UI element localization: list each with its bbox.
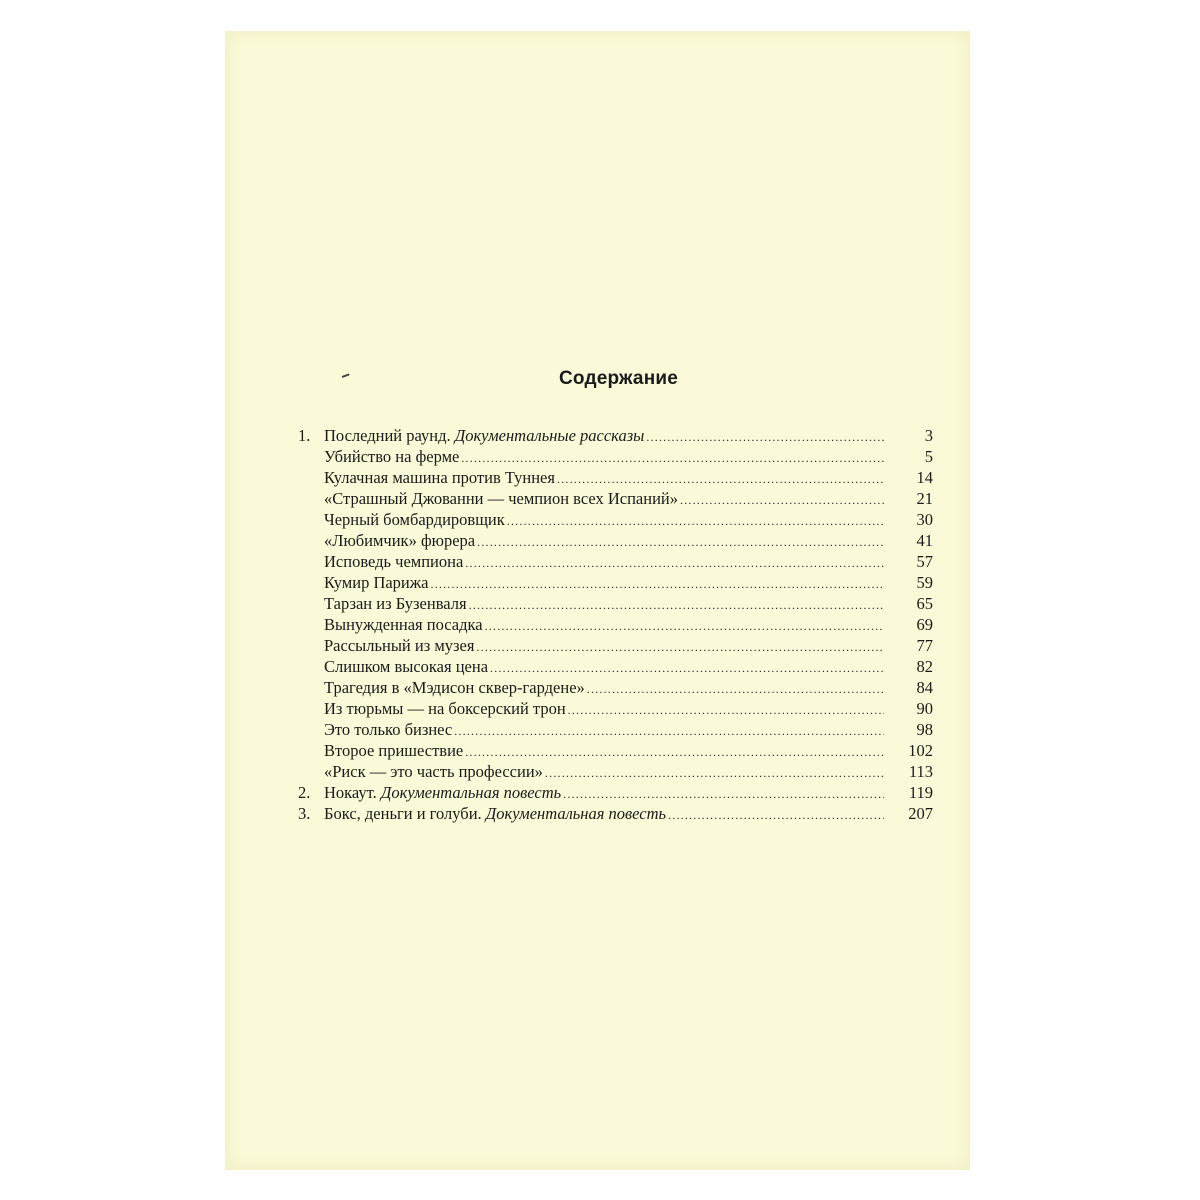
toc-entry[interactable] — [298, 551, 933, 572]
toc-entry[interactable] — [298, 488, 933, 509]
toc-entry[interactable] — [298, 698, 933, 719]
entry-title: Последний раунд. — [324, 426, 451, 445]
book-page — [225, 31, 970, 1170]
toc-title: Содержание — [558, 368, 679, 389]
leader-dots — [452, 721, 884, 742]
leader-dots — [463, 553, 884, 574]
leader-dots — [505, 511, 884, 532]
entry-number: 2. — [298, 783, 311, 802]
leader-dots — [467, 595, 884, 616]
entry-title: Слишком высокая цена — [324, 657, 489, 676]
leader-dots — [488, 658, 884, 679]
entry-title: Бокс, деньги и голуби. — [324, 804, 482, 823]
leader-dots — [483, 616, 884, 637]
entry-page: 113 — [908, 762, 933, 781]
leader-dots — [561, 784, 884, 805]
toc-entry[interactable] — [298, 656, 933, 677]
entry-subtitle: Документальные рассказы — [454, 426, 645, 445]
entry-title: Убийство на ферме — [324, 447, 460, 466]
entry-title: Исповедь чемпиона — [324, 552, 464, 571]
entry-page: 69 — [916, 615, 933, 634]
entry-page: 84 — [916, 678, 933, 697]
entry-page: 90 — [916, 699, 933, 718]
entry-title: «Страшный Джованни — чемпион всех Испаний» — [324, 489, 678, 508]
toc-entry[interactable] — [298, 635, 933, 656]
entry-page: 65 — [916, 594, 933, 613]
entry-page: 14 — [916, 468, 933, 487]
toc-entry[interactable] — [298, 614, 933, 635]
leader-dots — [566, 700, 884, 721]
toc-entry[interactable] — [298, 803, 933, 824]
toc-entry[interactable] — [298, 677, 933, 698]
entry-title: Черный бомбардировщик — [324, 510, 505, 529]
entry-page: 119 — [908, 783, 933, 802]
toc-entry[interactable] — [298, 530, 933, 551]
entry-title: Рассыльный из музея — [324, 636, 475, 655]
entry-page: 207 — [908, 804, 933, 823]
toc-entry[interactable] — [298, 593, 933, 614]
entry-title: Второе пришествие — [324, 741, 464, 760]
leader-dots — [543, 763, 884, 784]
entry-page: 30 — [916, 510, 933, 529]
entry-subtitle: Документальная повесть — [380, 783, 562, 802]
leader-dots — [474, 637, 884, 658]
entry-title: Кумир Парижа — [324, 573, 429, 592]
entry-number: 1. — [298, 426, 311, 445]
leader-dots — [644, 427, 884, 448]
toc-entry[interactable] — [298, 740, 933, 761]
entry-title: «Любимчик» фюрера — [324, 531, 476, 550]
entry-page: 21 — [916, 489, 933, 508]
toc-entry[interactable] — [298, 782, 933, 803]
leader-dots — [555, 469, 884, 490]
entry-title: «Риск — это часть профессии» — [324, 762, 543, 781]
entry-page: 41 — [916, 531, 933, 550]
entry-page: 77 — [916, 636, 933, 655]
entry-page: 3 — [924, 426, 933, 445]
leader-dots — [475, 532, 884, 553]
entry-title: Из тюрьмы — на боксерский трон — [324, 699, 566, 718]
toc-entry[interactable] — [298, 446, 933, 467]
toc-entry[interactable] — [298, 425, 933, 446]
leader-dots — [459, 448, 884, 469]
entry-title: Кулачная машина против Туннея — [324, 468, 555, 487]
entry-title: Трагедия в «Мэдисон сквер-гардене» — [324, 678, 585, 697]
entry-title: Это только бизнес — [324, 720, 453, 739]
entry-page: 5 — [924, 447, 933, 466]
toc-entry[interactable] — [298, 467, 933, 488]
entry-number: 3. — [298, 804, 311, 823]
entry-title: Тарзан из Бузенваля — [324, 594, 467, 613]
entry-page: 57 — [916, 552, 933, 571]
table-of-contents — [298, 425, 933, 824]
toc-entry[interactable] — [298, 509, 933, 530]
entry-subtitle: Документальная повесть — [485, 804, 667, 823]
entry-title: Нокаут. — [324, 783, 377, 802]
leader-dots — [678, 490, 884, 511]
leader-dots — [463, 742, 884, 763]
toc-entry[interactable] — [298, 761, 933, 782]
leader-dots — [666, 805, 884, 826]
leader-dots — [585, 679, 884, 700]
entry-page: 102 — [908, 741, 933, 760]
entry-page: 98 — [916, 720, 933, 739]
entry-title: Вынужденная посадка — [324, 615, 483, 634]
entry-page: 59 — [916, 573, 933, 592]
toc-entry[interactable] — [298, 572, 933, 593]
entry-page: 82 — [916, 657, 933, 676]
leader-dots — [429, 574, 885, 595]
toc-entry[interactable] — [298, 719, 933, 740]
